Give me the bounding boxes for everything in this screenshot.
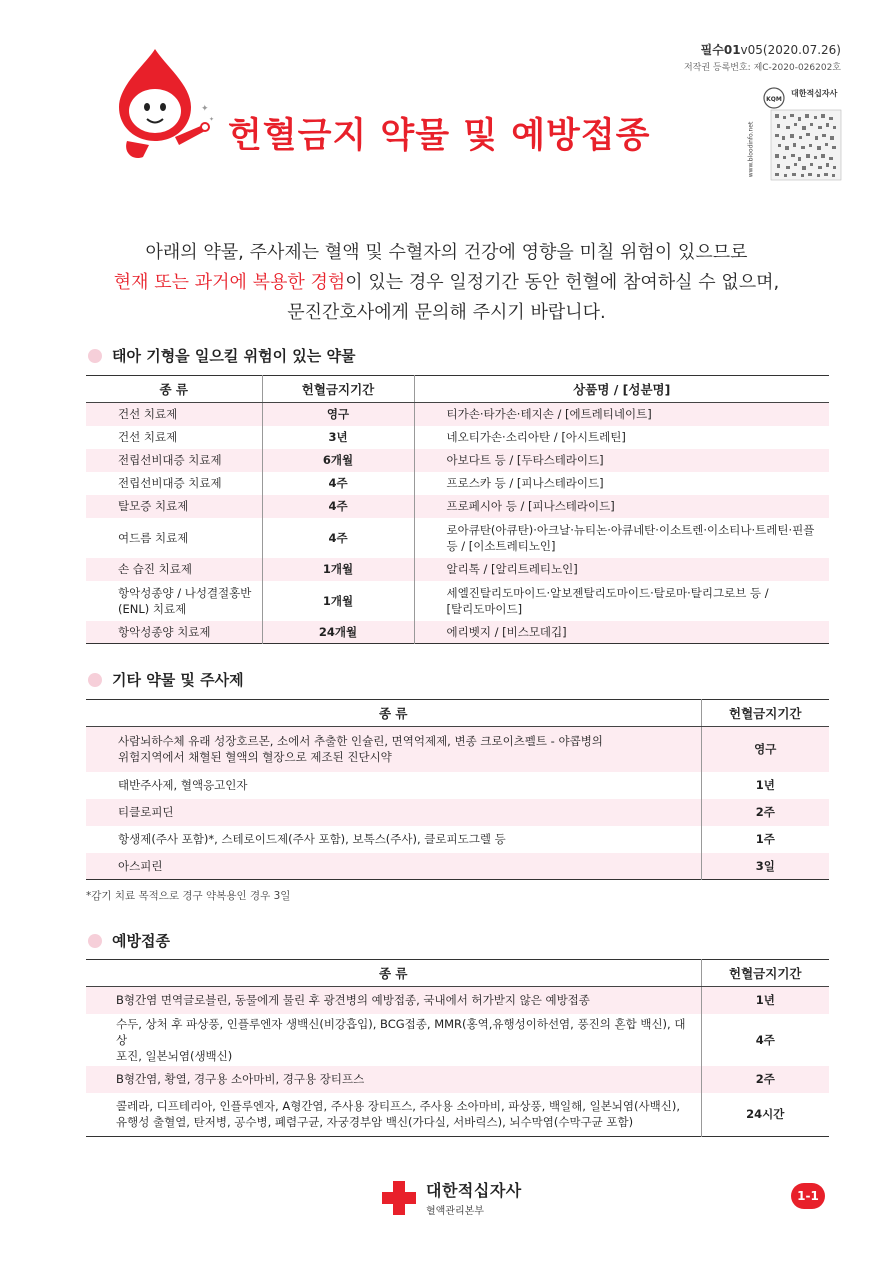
table-row: 태반주사제, 혈액응고인자 1년 — [86, 772, 829, 799]
bullet-dot-icon — [88, 349, 102, 363]
vaccination-table — [86, 959, 829, 1137]
table-row: B형간염 면역글로블린, 동물에게 물린 후 광견병의 예방접종, 국내에서 허가받지 않은 예방접종 1년 — [86, 987, 829, 1014]
page-title: 헌혈금지 약물 및 예방접종 — [228, 116, 651, 156]
footer-org-name: 대한적십자사 — [426, 1181, 522, 1200]
doc-code: 필수01 — [700, 43, 741, 57]
intro-line-2: 현재 또는 과거에 복용한 경험이 있는 경우 일정기간 동안 헌혈에 참여하실 수 없으며, — [113, 272, 780, 293]
table-row: 전립선비대증 치료제 4주 프로스카 등 / [피나스테라이드] — [86, 472, 829, 495]
column-header-type: 종 류 — [86, 960, 701, 987]
qr-url-label: www.bloodinfo.net — [747, 121, 755, 178]
bullet-dot-icon — [88, 673, 102, 687]
table-row: 수두, 상처 후 파상풍, 인플루엔자 생백신(비강흡입), BCG접종, MMR(홍역,유행성이하선염, 풍진의 혼합 백신), 대상 포진, 일본뇌염(생백신) 4주 — [86, 1014, 829, 1066]
other-drugs-table — [86, 699, 829, 880]
column-header-type: 종 류 — [86, 376, 262, 403]
document-id — [684, 41, 841, 73]
section-title-other-drugs: 기타 약물 및 주사제 — [88, 669, 244, 690]
copyright-registration: 저작권 등록번호: 제C-2020-026202호 — [683, 63, 841, 73]
table-header-row — [86, 700, 829, 727]
table-header-row — [86, 376, 829, 403]
table-row: 건선 치료제 3년 네오티가손·소리아탄 / [아시트레틴] — [86, 426, 829, 449]
table-row: 사람뇌하수체 유래 성장호르몬, 소에서 추출한 인슐린, 면역억제제, 변종 크로이츠펠트 - 야콥병의 위험지역에서 채혈된 혈액의 혈장으로 제조된 진단시약 영구 — [86, 727, 829, 772]
blood-drop-mascot-icon — [105, 45, 215, 165]
column-header-period: 헌혈금지기간 — [701, 960, 829, 987]
red-cross-icon — [380, 1179, 418, 1217]
red-cross-logo — [380, 1178, 522, 1217]
table-row: 항생제(주사 포함)*, 스테로이드제(주사 포함), 보톡스(주사), 클로피도그렐 등 1주 — [86, 826, 829, 853]
column-header-type: 종 류 — [86, 700, 701, 727]
intro-line-1: 아래의 약물, 주사제는 혈액 및 수혈자의 건강에 영향을 미칠 위험이 있으므로 — [145, 242, 748, 263]
doc-version: v05(2020.07.26) — [740, 43, 841, 57]
qr-code — [747, 86, 843, 182]
intro-line-3: 문진간호사에게 문의해 주시기 바랍니다. — [287, 302, 606, 323]
table-row: 아스피린 3일 — [86, 853, 829, 880]
svg-text:✦: ✦ — [209, 116, 215, 123]
intro-text — [0, 238, 893, 328]
intro-highlight: 현재 또는 과거에 복용한 경험 — [113, 272, 346, 293]
table-header-row — [86, 960, 829, 987]
table-row: 티클로피딘 2주 — [86, 799, 829, 826]
footnote: *감기 치료 목적으로 경구 약복용인 경우 3일 — [86, 890, 291, 902]
table-row: B형간염, 황열, 경구용 소아마비, 경구용 장티프스 2주 — [86, 1066, 829, 1093]
section-title-teratogenic: 태아 기형을 일으킬 위험이 있는 약물 — [88, 345, 355, 366]
qr-org-label: 대한적십자사 — [791, 89, 838, 98]
table-row: 항악성종양 치료제 24개월 에리벳지 / [비스모데깁] — [86, 621, 829, 644]
page-number-badge: 1-1 — [791, 1183, 825, 1209]
column-header-product: 상품명 / [성분명] — [414, 376, 829, 403]
table-row: 손 습진 치료제 1개월 알리톡 / [알리트레티노인] — [86, 558, 829, 581]
qr-code-graphic — [757, 86, 843, 182]
table-row: 건선 치료제 영구 티가손·타가손·테지손 / [에트레티네이트] — [86, 403, 829, 426]
bullet-dot-icon — [88, 934, 102, 948]
column-header-period: 헌혈금지기간 — [701, 700, 829, 727]
table-row: 콜레라, 디프테리아, 인플루엔자, A형간염, 주사용 장티프스, 주사용 소아마비, 파상풍, 백일해, 일본뇌염(사백신), 유행성 출혈열, 탄저병, 공수병, 폐렴구균, 자궁경부암 백신(가다실, 서바릭스), 뇌수막염(수막구균 포함) 24시간 — [86, 1093, 829, 1137]
svg-text:✦: ✦ — [201, 104, 209, 114]
footer-dept-name: 혈액관리본부 — [426, 1206, 484, 1217]
teratogenic-drugs-table — [86, 375, 829, 644]
qr-badge: KQM — [766, 96, 782, 103]
table-row: 탈모증 치료제 4주 프로페시아 등 / [피나스테라이드] — [86, 495, 829, 518]
table-row: 항악성종양 / 나성결절홍반 (ENL) 치료제 1개월 세엘진탈리도마이드·알보젠탈리도마이드·탈로마·탈리그로브 등 / [탈리도마이드] — [86, 581, 829, 621]
column-header-period: 헌혈금지기간 — [262, 376, 414, 403]
section-title-vaccination: 예방접종 — [88, 930, 170, 951]
table-row: 전립선비대증 치료제 6개월 아보다트 등 / [두타스테라이드] — [86, 449, 829, 472]
table-row: 여드름 치료제 4주 로아큐탄(아큐탄)·아크날·뉴티논·아큐네탄·이소트렌·이소티나·트레틴·핀플 등 / [이소트레티노인] — [86, 518, 829, 558]
